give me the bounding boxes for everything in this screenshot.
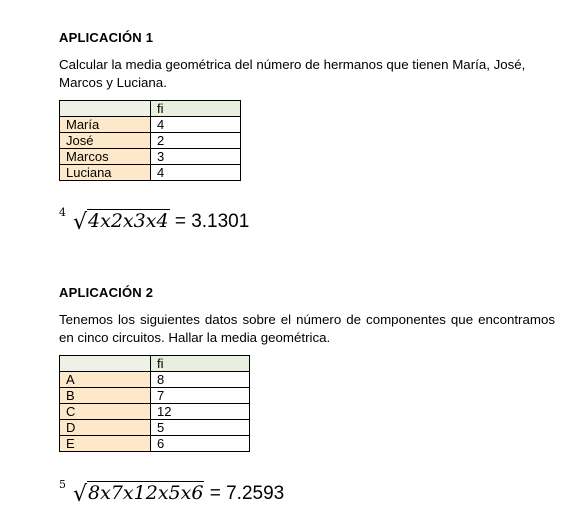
header-cell-fi: fi (151, 101, 241, 117)
table-row (60, 404, 250, 420)
table-header-row (60, 101, 241, 117)
row-name: María (60, 117, 151, 133)
row-name: A (60, 372, 151, 388)
section-1-description: Calcular la media geométrica del número de hermanos que tienen María, José, Marcos y Luciana. (59, 57, 526, 90)
row-name: D (60, 420, 151, 436)
formula-1 (59, 206, 250, 235)
header-cell-fi: fi (151, 356, 250, 372)
radical-sign: √ (73, 210, 88, 235)
formula-result: 3.1301 (191, 211, 250, 232)
header-cell-name (60, 101, 151, 117)
section-2-title: APLICACIÓN 2 (59, 285, 154, 300)
root-index: 5 (59, 478, 66, 491)
table-row (60, 117, 241, 133)
row-value: 3 (151, 149, 241, 165)
equals-sign: = (209, 483, 221, 504)
row-name: José (60, 133, 151, 149)
row-name: B (60, 388, 151, 404)
row-name: E (60, 436, 151, 452)
table-row (60, 165, 241, 181)
row-name: Luciana (60, 165, 151, 181)
row-value: 6 (151, 436, 250, 452)
formula-2 (59, 478, 285, 507)
formula-result: 7.2593 (226, 483, 285, 504)
row-name: C (60, 404, 151, 420)
table-row (60, 133, 241, 149)
radicand: 8x7x12x5x6 (88, 482, 204, 504)
circuits-table (59, 355, 250, 452)
root-expression (59, 478, 204, 507)
table-row (60, 149, 241, 165)
row-value: 4 (151, 117, 241, 133)
table-header-row (60, 356, 250, 372)
table-row (60, 372, 250, 388)
section-1-title: APLICACIÓN 1 (59, 30, 154, 45)
root-expression (59, 206, 170, 235)
equals-sign: = (174, 211, 186, 232)
root-index: 4 (59, 206, 66, 219)
radical-sign: √ (73, 482, 88, 507)
row-value: 8 (151, 372, 250, 388)
row-value: 12 (151, 404, 250, 420)
table-row (60, 388, 250, 404)
row-name: Marcos (60, 149, 151, 165)
header-cell-name (60, 356, 151, 372)
row-value: 5 (151, 420, 250, 436)
row-value: 2 (151, 133, 241, 149)
row-value: 4 (151, 165, 241, 181)
section-2-description: Tenemos los siguientes datos sobre el número de componentes que encontramos en cinco circuitos. Hallar la media geométrica. (59, 312, 555, 345)
row-value: 7 (151, 388, 250, 404)
siblings-table (59, 100, 241, 181)
radicand: 4x2x3x4 (88, 210, 169, 232)
table-row (60, 420, 250, 436)
table-row (60, 436, 250, 452)
